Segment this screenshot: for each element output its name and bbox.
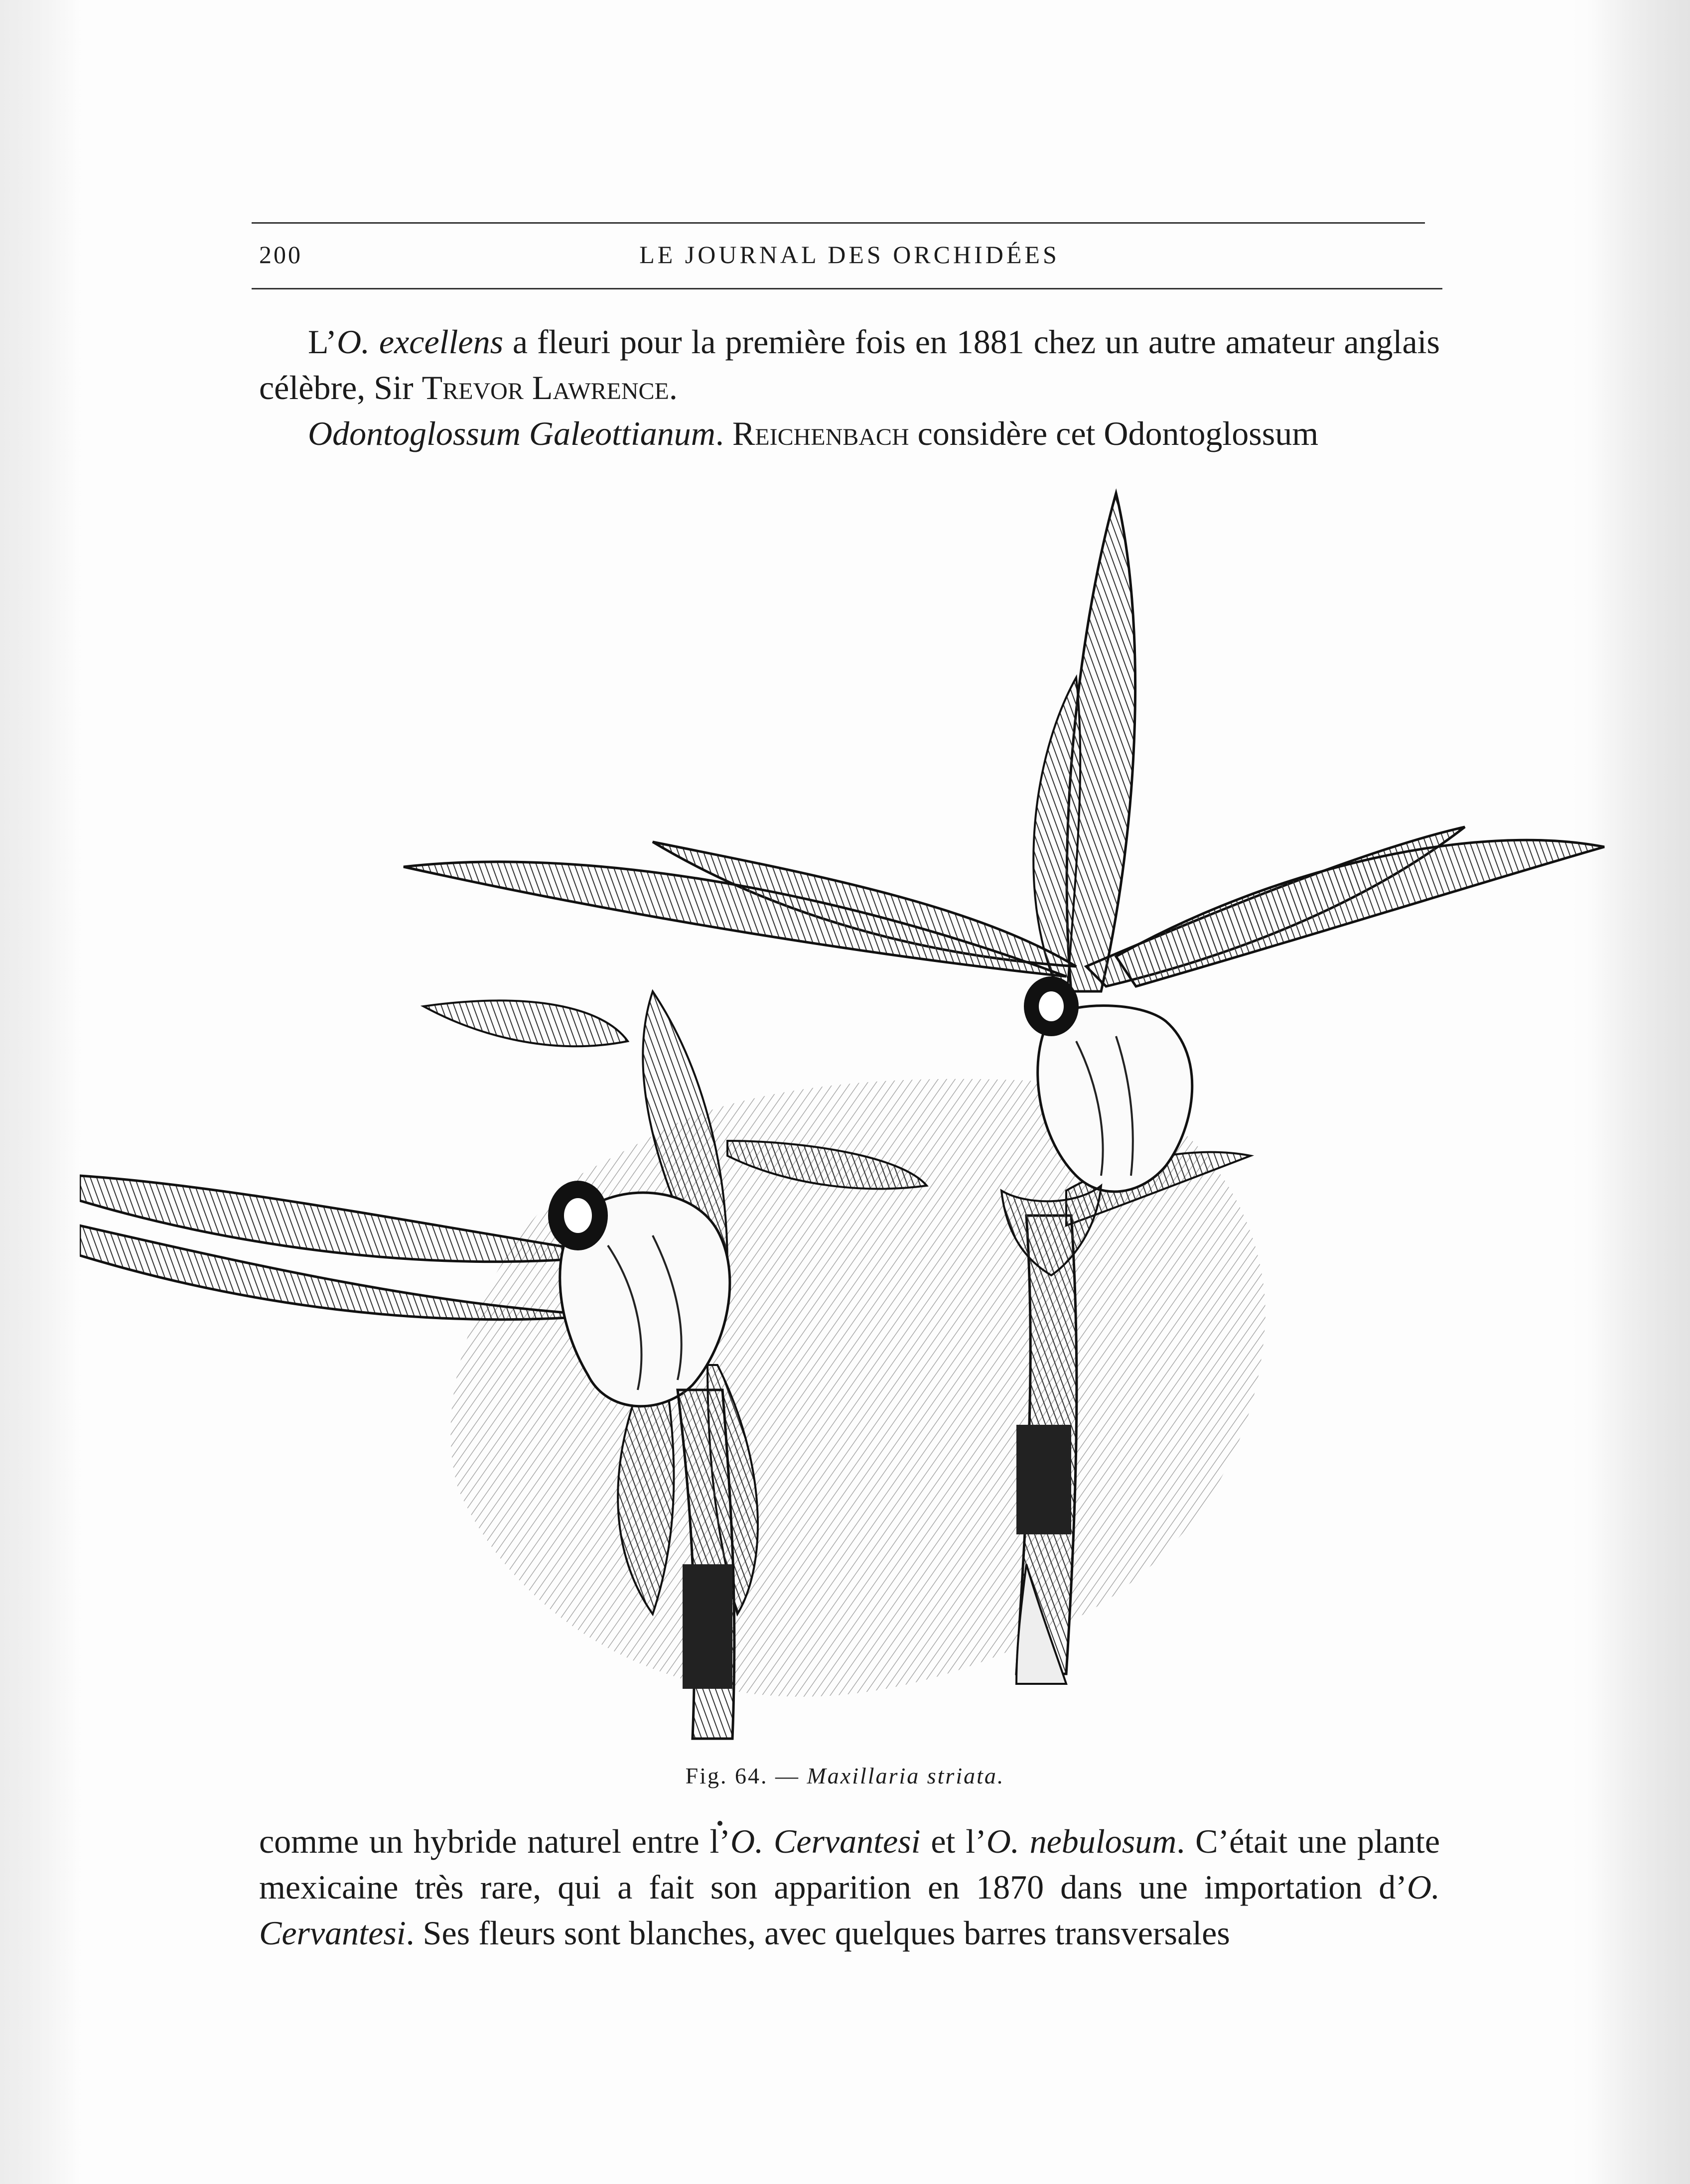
smallcaps-run: Trevor Lawrence [422,369,669,407]
text-run: a fleuri pour la première fois en 1881 chez un autre amateur anglais célèbre, Sir [259,323,1440,407]
text-run: considère cet Odontoglossum [909,414,1319,452]
orchid-engraving [80,468,1614,1764]
italic-run: O. Cervantesi [259,1868,1440,1952]
smallcaps-run: Reichenbach [732,414,909,452]
page-header [259,234,1440,282]
stem-node [683,1564,732,1689]
paper-shadow-left [0,0,80,2184]
caption-prefix: Fig. 64. — [685,1763,807,1788]
body-text-bottom [259,1818,1440,1956]
leaf [1116,840,1604,986]
paragraph [259,319,1440,410]
text-run: et l’ [920,1822,986,1860]
paragraph [259,1818,1440,1956]
italic-run: O. excellens [336,323,504,361]
body-text-top [259,319,1440,456]
text-run: . C’était une plante mexicaine très rare, qui a fait son apparition en 1870 dans une importation d’ [259,1822,1440,1906]
leaf [423,1000,628,1046]
paragraph [259,410,1440,456]
text-run: comme un hybride naturel entre l’ [259,1822,731,1860]
figure-caption [0,1763,1690,1789]
page-number: 200 [259,241,302,269]
stem-node [1016,1425,1071,1534]
italic-run: O. Cervantesi [730,1822,921,1860]
text-run: . Ses fleurs sont blanches, avec quelques barres transversales [406,1914,1230,1952]
text-run: . [669,369,678,407]
header-rule-bottom [252,288,1442,289]
text-run: . [715,414,732,452]
header-rule-top [252,222,1425,224]
italic-run: O. nebulosum [986,1822,1177,1860]
italic-run: Odontoglossum Galeottianum [308,414,715,452]
text-run: L’ [308,323,337,361]
figure-illustration [80,468,1614,1764]
caption-title: Maxillaria striata. [807,1763,1005,1788]
running-title: LE JOURNAL DES ORCHIDÉES [639,241,1060,269]
